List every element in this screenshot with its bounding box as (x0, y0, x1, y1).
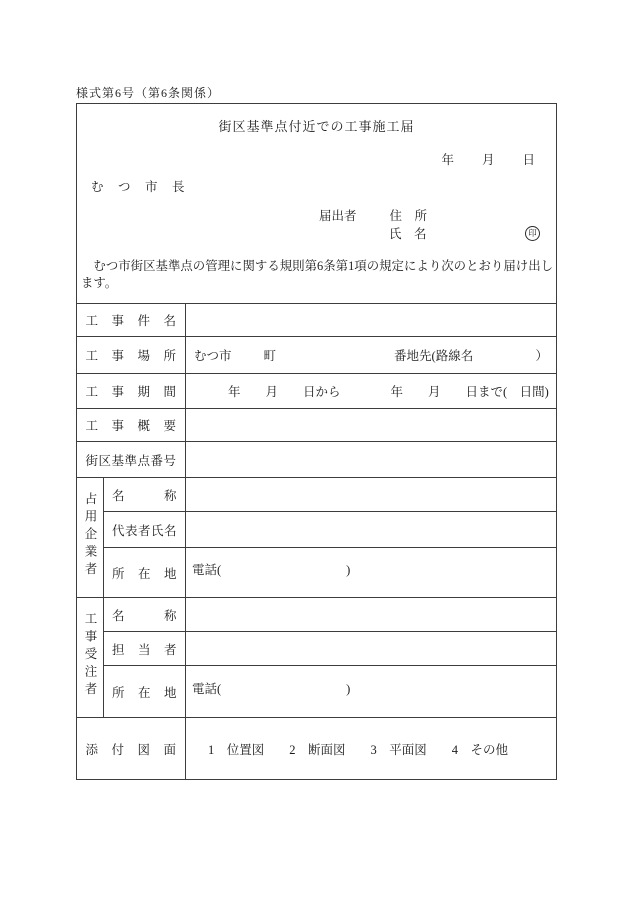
occupier-address-field (186, 548, 557, 598)
table-row (77, 666, 557, 718)
form-number-note: 様式第6号（第6条関係） (76, 86, 221, 100)
site-lot-text: 番地先(路線名 (394, 349, 474, 363)
declarant-block (319, 207, 427, 243)
date-line: 年 月 日 (441, 153, 536, 167)
table-row (77, 632, 557, 666)
table-row (77, 409, 557, 442)
site-city-text: むつ市 (194, 349, 232, 363)
occupier-name-label: 名 称 (104, 478, 186, 512)
attached-drawings-options: 1 位置図 2 断面図 3 平面図 4 その他 (208, 742, 509, 757)
occupier-name-field (186, 478, 557, 512)
declarant-name-line: 氏 名 (389, 227, 427, 241)
declarant-address-line (319, 207, 427, 225)
construction-site-field (186, 337, 557, 374)
table-row (77, 304, 557, 337)
occupier-representative-label: 代表者氏名 (104, 512, 186, 548)
table-row (77, 478, 557, 512)
contractor-address-label: 所 在 地 (104, 666, 186, 718)
contractor-name-label: 名 称 (104, 598, 186, 632)
site-town-text: 町 (263, 349, 277, 363)
period-text: 年 月 日から 年 月 日まで( 日間) (228, 385, 549, 399)
construction-outline-field (186, 409, 557, 442)
table-row (77, 374, 557, 409)
construction-period-label: 工 事 期 間 (77, 374, 186, 409)
refpoint-number-field (186, 442, 557, 478)
construction-outline-label: 工 事 概 要 (77, 409, 186, 442)
contractor-staff-field (186, 632, 557, 666)
occupier-representative-field (186, 512, 557, 548)
table-row (77, 548, 557, 598)
seal-mark-icon: 印 (525, 226, 540, 241)
address-label: 住 所 (389, 209, 428, 223)
contractor-phone-text: 電話( ) (192, 682, 351, 696)
contractor-group-label: 工事受注者 (77, 598, 104, 718)
construction-site-label: 工 事 場 所 (77, 337, 186, 374)
construction-name-label: 工 事 件 名 (77, 304, 186, 337)
construction-name-field (186, 304, 557, 337)
table-row (77, 337, 557, 374)
form-title: 街区基準点付近での工事施工届 (218, 119, 415, 134)
form-outer-box (76, 103, 557, 779)
table-row (77, 442, 557, 478)
attached-drawings-label: 添 付 図 面 (77, 718, 186, 780)
occupier-group-label: 占用企業者 (77, 478, 104, 598)
form-header-section (76, 103, 557, 303)
occupier-address-label: 所 在 地 (104, 548, 186, 598)
refpoint-number-label: 街区基準点番号 (77, 442, 186, 478)
contractor-address-field (186, 666, 557, 718)
declarant-label: 届出者 (319, 209, 357, 223)
construction-period-field (186, 374, 557, 409)
table-row (77, 512, 557, 548)
recipient-mayor: む つ 市 長 (91, 180, 186, 194)
form-table (76, 303, 557, 780)
attached-drawings-field (186, 718, 557, 780)
site-paren-text: ） (535, 349, 548, 363)
table-row (77, 718, 557, 780)
table-row (77, 598, 557, 632)
statement-paragraph: むつ市街区基準点の管理に関する規則第6条第1項の規定により次のとおり届け出します。 (81, 259, 553, 290)
contractor-staff-label: 担 当 者 (104, 632, 186, 666)
occupier-phone-text: 電話( ) (192, 563, 351, 577)
contractor-name-field (186, 598, 557, 632)
